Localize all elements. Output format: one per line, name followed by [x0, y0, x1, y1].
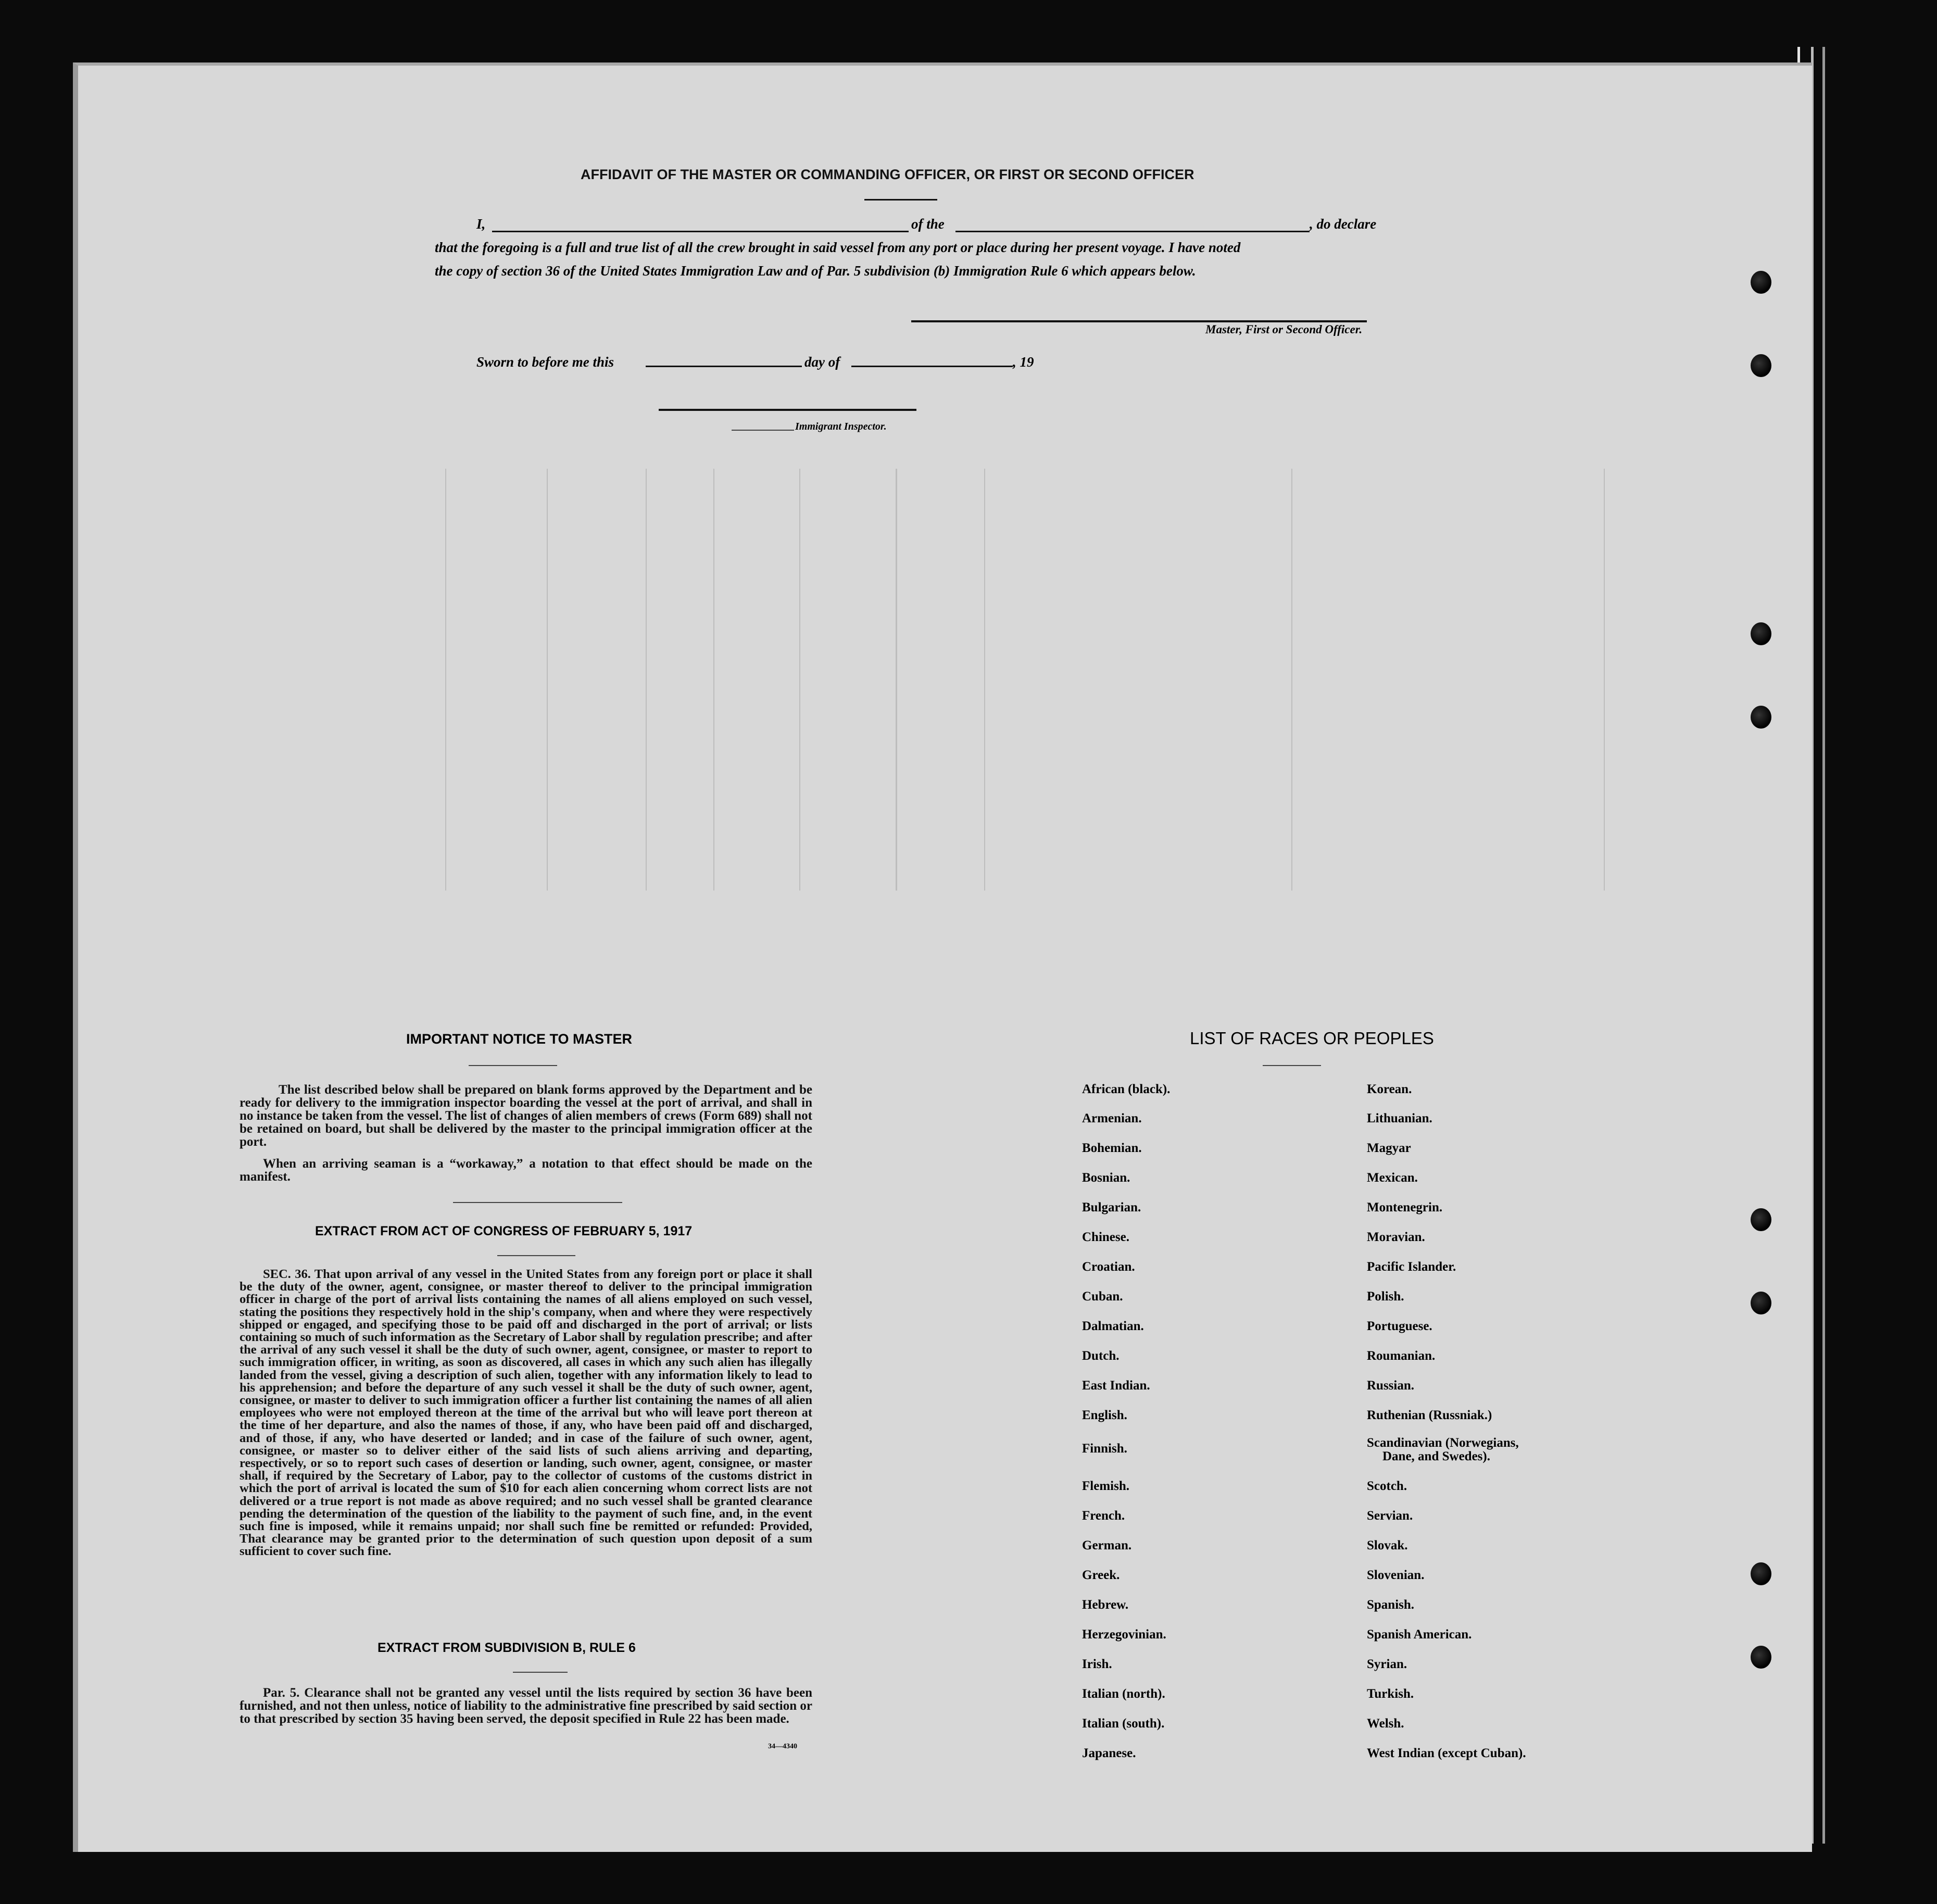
race-left-item: Dutch. [1082, 1349, 1120, 1363]
punch-hole-6 [1751, 1292, 1771, 1314]
sworn-year: , 19 [1013, 354, 1034, 370]
race-right-item: Korean. [1367, 1082, 1412, 1096]
punch-hole-4 [1751, 706, 1771, 729]
race-left-item: Bosnian. [1082, 1171, 1130, 1185]
rule-title: EXTRACT FROM SUBDIVISION B, RULE 6 [378, 1640, 636, 1655]
inspector-caption: Immigrant Inspector. [795, 421, 887, 432]
race-left-item: Croatian. [1082, 1260, 1135, 1274]
race-right-item: Pacific Islander. [1367, 1260, 1456, 1274]
race-right-item: Servian. [1367, 1509, 1413, 1523]
race-left-item: Japanese. [1082, 1746, 1136, 1760]
race-left-item: German. [1082, 1538, 1132, 1552]
race-left-item: Herzegovinian. [1082, 1627, 1166, 1642]
race-left-item: Cuban. [1082, 1289, 1123, 1304]
race-right-item: Welsh. [1367, 1717, 1404, 1731]
race-right-item: Syrian. [1367, 1657, 1407, 1671]
race-right-item: Ruthenian (Russniak.) [1367, 1408, 1492, 1422]
affidavit-declare: , do declare [1310, 216, 1377, 232]
inspector-signature-line[interactable] [659, 409, 916, 411]
race-right-item: Scandinavian (Norwegians, [1367, 1436, 1519, 1450]
rule-title-underline [513, 1672, 568, 1673]
race-left-item: Italian (north). [1082, 1687, 1165, 1701]
race-right-item: Lithuanian. [1367, 1111, 1432, 1125]
punch-hole-1 [1751, 271, 1771, 294]
rule-par-5-text: Par. 5. Clearance shall not be granted any vessel until the lists required by section 36 have been furnished, and not then unless, notice of liability to the administrative fine prescribed by said section or to that prescribed by section 35 having been served, the deposit specified in Rule 22 has been made. [240, 1686, 812, 1726]
document-page [73, 62, 1812, 1852]
race-right-item: Mexican. [1367, 1171, 1418, 1185]
punch-hole-3 [1751, 622, 1771, 645]
notice-title-underline [469, 1065, 557, 1066]
race-right-item: Polish. [1367, 1289, 1404, 1304]
race-right-item: Spanish. [1367, 1598, 1415, 1612]
race-right-item: Turkish. [1367, 1687, 1414, 1701]
punch-hole-7 [1751, 1562, 1771, 1585]
sworn-month-line[interactable] [851, 366, 1013, 367]
race-right-item: Scotch. [1367, 1479, 1407, 1493]
form-number: 34—4340 [768, 1743, 797, 1750]
race-left-item: Greek. [1082, 1568, 1120, 1582]
master-name-line[interactable] [492, 231, 909, 232]
race-left-item: African (black). [1082, 1082, 1171, 1096]
act-title-underline [497, 1255, 575, 1256]
master-signature-line[interactable] [911, 320, 1367, 322]
punch-hole-8 [1751, 1646, 1771, 1669]
race-left-item: Flemish. [1082, 1479, 1129, 1493]
races-title: LIST OF RACES OR PEOPLES [1190, 1029, 1434, 1048]
affidavit-title-underline [864, 199, 937, 201]
race-left-item: French. [1082, 1509, 1125, 1523]
race-right-item: Montenegrin. [1367, 1200, 1443, 1214]
notice-para-2: When an arriving seaman is a “workaway,” a notation to that effect should be made on the manifest. [240, 1157, 812, 1184]
race-right-item: Roumanian. [1367, 1349, 1436, 1363]
affidavit-of-the: of the [911, 216, 945, 232]
notice-para-1: The list described below shall be prepared on blank forms approved by the Department and be ready for delivery to the immigration inspector boarding the vessel at the port of arrival, and shall in no instance be taken from the vessel. The list of changes of alien members of crews (Form 689) shall not be retained on board, but shall be delivered by the master to the principal immigration officer at the port. [240, 1083, 812, 1149]
inspector-caption-line [732, 430, 794, 431]
signature-caption: Master, First or Second Officer. [1205, 323, 1363, 336]
sworn-day-of: day of [804, 354, 840, 370]
vessel-name-line[interactable] [955, 231, 1310, 232]
race-right-item: Magyar [1367, 1141, 1411, 1155]
race-right-item: Spanish American. [1367, 1627, 1472, 1642]
race-left-item: Italian (south). [1082, 1717, 1165, 1731]
punch-hole-2 [1751, 354, 1771, 377]
punch-hole-5 [1751, 1208, 1771, 1231]
race-left-item: Irish. [1082, 1657, 1112, 1671]
notice-divider [453, 1202, 622, 1203]
race-left-item: East Indian. [1082, 1379, 1150, 1393]
sworn-day-line[interactable] [646, 366, 802, 367]
act-section-36-text: SEC. 36. That upon arrival of any vessel in the United States from any foreign port or place it shall be the duty of the owner, agent, consignee, or master thereof to deliver to the principal immigration officer in charge of the port of arrival lists containing the names of all aliens employed on such vessel, stating the positions they respectively hold in the ship's company, when and where they were respectively shipped or engaged, and specifying those to be paid off and discharged in the port of arrival; or lists containing so much of such information as the Secretary of Labor shall by regulation prescribe; and after the arrival of any such vessel it shall be the duty of such owner, agent, consignee, or master to report to such immigration officer, in writing, as soon as discovered, all cases in which any such alien has illegally landed from the vessel, giving a description of such alien, together with any information likely to lead to his apprehension; and before the departure of any such vessel it shall be the duty of such owner, agent, consignee, or master to deliver to such immigration officer a further list containing the names of all alien employees who were not employed thereon at the time of the arrival but who will leave port thereon at the time of her departure, and also the names of those, if any, who have been paid off and discharged, and of those, if any, who have deserted or landed; and in case of the failure of such owner, agent, consignee, or master so to deliver either of the said lists of such aliens arriving and departing, respectively, or so to report such cases of desertion or landing, such owner, agent, consignee, or master shall, if required by the Secretary of Labor, pay to the collector of customs of the customs district in which the port of arrival is located the sum of $10 for each alien concerning whom correct lists are not delivered or a true report is not made as above required; and no such vessel shall be granted clearance pending the determination of the question of the liability to the payment of such fine, and, in the event such fine is imposed, while it remains unpaid; nor shall such fine be remitted or refunded: Provided, That clearance may be granted prior to the determination of such question upon deposit of a sum sufficient to cover such fine. [240, 1267, 812, 1559]
race-right-item: West Indian (except Cuban). [1367, 1746, 1526, 1760]
race-right-item: Moravian. [1367, 1230, 1425, 1244]
notice-title: IMPORTANT NOTICE TO MASTER [406, 1031, 632, 1047]
race-left-item: Finnish. [1082, 1442, 1127, 1456]
page-edge-3 [1822, 47, 1825, 1844]
affidavit-i: I, [476, 216, 486, 232]
race-left-item: Hebrew. [1082, 1598, 1129, 1612]
race-left-item: Bulgarian. [1082, 1200, 1141, 1214]
affidavit-title: AFFIDAVIT OF THE MASTER OR COMMANDING OFFICER, OR FIRST OR SECOND OFFICER [581, 167, 1194, 182]
act-title: EXTRACT FROM ACT OF CONGRESS OF FEBRUARY 5, 1917 [315, 1224, 693, 1238]
race-right-item: Russian. [1367, 1379, 1415, 1393]
affidavit-line3: the copy of section 36 of the United States Immigration Law and of Par. 5 subdivision (b) Immigration Rule 6 which appears below. [435, 263, 1196, 279]
race-left-item: Armenian. [1082, 1111, 1142, 1125]
race-left-item: Chinese. [1082, 1230, 1129, 1244]
race-left-item: Dalmatian. [1082, 1319, 1144, 1333]
race-left-item: Bohemian. [1082, 1141, 1142, 1155]
races-title-underline [1263, 1065, 1321, 1066]
race-right-item: Slovak. [1367, 1538, 1408, 1552]
race-right-item: Dane, and Swedes). [1382, 1449, 1490, 1463]
race-right-item: Slovenian. [1367, 1568, 1425, 1582]
race-left-item: English. [1082, 1408, 1127, 1422]
sworn-text: Sworn to before me this [476, 354, 614, 370]
affidavit-line2: that the foregoing is a full and true list of all the crew brought in said vessel from any port or place during her present voyage. I have noted [435, 240, 1241, 255]
race-right-item: Portuguese. [1367, 1319, 1432, 1333]
